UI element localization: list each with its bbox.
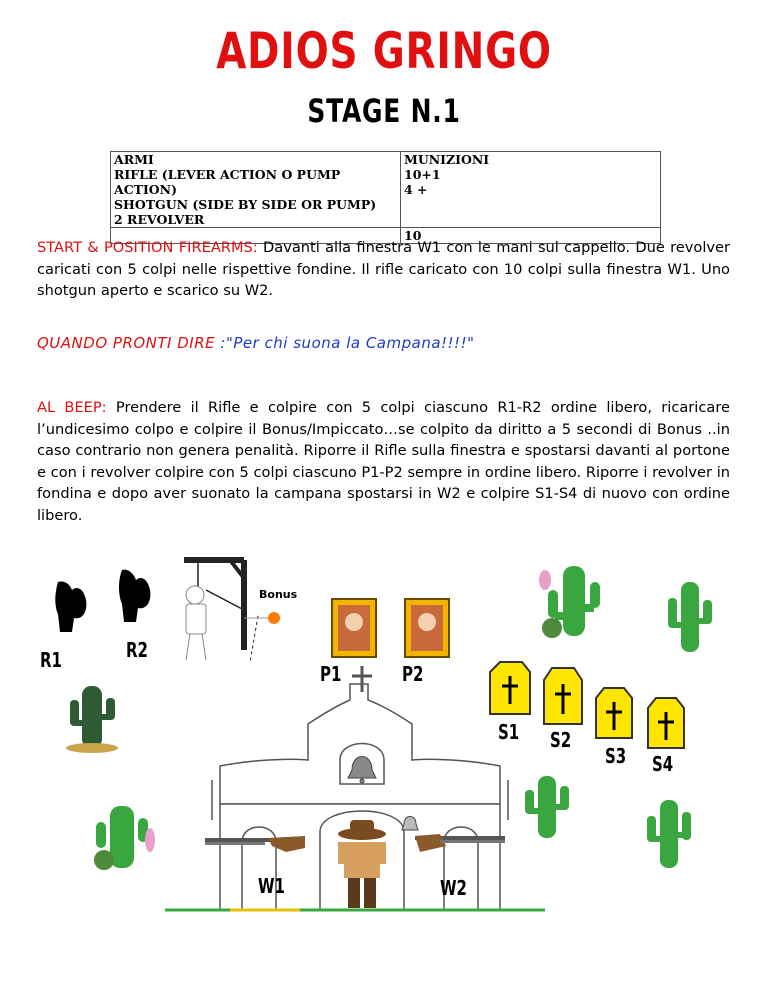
ammo-cell: 10: [404, 228, 422, 243]
target-label-bonus: Bonus: [259, 588, 298, 601]
weapon-cell: 2 REVOLVER: [114, 212, 205, 227]
target-label-s1: S1: [498, 720, 520, 744]
cactus-icon: [525, 776, 569, 838]
ready-phrase: :"Per chi suona la Campana!!!!": [215, 334, 475, 352]
window-label-w1: W1: [258, 874, 285, 898]
cactus-icon: [94, 806, 155, 870]
tombstone-icon: [648, 698, 684, 748]
cactus-icon: [668, 582, 712, 652]
stage-title: STAGE N.1: [307, 92, 461, 130]
weapon-cell: SHOTGUN (SIDE BY SIDE OR PUMP): [114, 197, 377, 212]
hanged-figure-icon: [186, 586, 206, 660]
page-title: ADIOS GRINGO: [216, 22, 552, 80]
wanted-poster-icon: [405, 599, 449, 657]
col2-header: MUNIZIONI: [404, 152, 490, 167]
wanted-poster-icon: [332, 599, 376, 657]
saddle-icon: [119, 570, 150, 622]
target-label-p1: P1: [320, 662, 342, 686]
target-label-r1: R1: [40, 648, 62, 672]
beep-text: Prendere il Rifle e colpire con 5 colpi ciascuno R1-R2 ordine libero, ricaricare l’undicesimo colpo e colpire il Bonus/Impiccato…se colpito da diritto a 5 secondi di Bonus ..in caso contrario non genera penalità. Riporre il Rifle sulla finestra e spostarsi davanti al portone e con i revolver colpire con 5 colpi ciascuno P1-P2 sempre in ordine libero. Riporre i revolver in fondina e dopo aver suonato la campana spostarsi in W2 e colpire S1-S4 di nuovo con ordine libero.: [37, 399, 730, 524]
start-text: Davanti alla finestra W1 con le mani sul cappello. Due revolver caricati con 5 colpi nelle rispettive fondine. Il rifle caricato con 10 colpi sulla finestra W1. Uno shotgun aperto e scarico su W2.: [37, 239, 730, 299]
window-label-w2: W2: [440, 876, 467, 900]
saddle-icon: [55, 581, 86, 632]
target-label-r2: R2: [126, 638, 148, 662]
cactus-icon: [647, 800, 691, 868]
tombstone-icon: [596, 688, 632, 738]
tombstone-icon: [544, 668, 582, 724]
ammo-cell: 10+1: [404, 167, 441, 182]
ammo-cell: 4 +: [404, 182, 428, 197]
target-label-p2: P2: [402, 662, 424, 686]
ready-label: QUANDO PRONTI DIRE: [37, 334, 216, 352]
start-label: START & POSITION FIREARMS:: [37, 239, 258, 256]
weapon-cell: RIFLE (LEVER ACTION O PUMP ACTION): [114, 167, 341, 197]
target-label-s3: S3: [605, 744, 627, 768]
col1-header: ARMI: [114, 152, 154, 167]
target-label-s4: S4: [652, 752, 674, 776]
tombstone-icon: [490, 662, 530, 714]
bonus-target-icon: [268, 612, 280, 624]
beep-label: AL BEEP:: [37, 399, 107, 416]
cactus-icon: [66, 686, 118, 753]
target-label-s2: S2: [550, 728, 572, 752]
cactus-icon: [539, 566, 600, 638]
